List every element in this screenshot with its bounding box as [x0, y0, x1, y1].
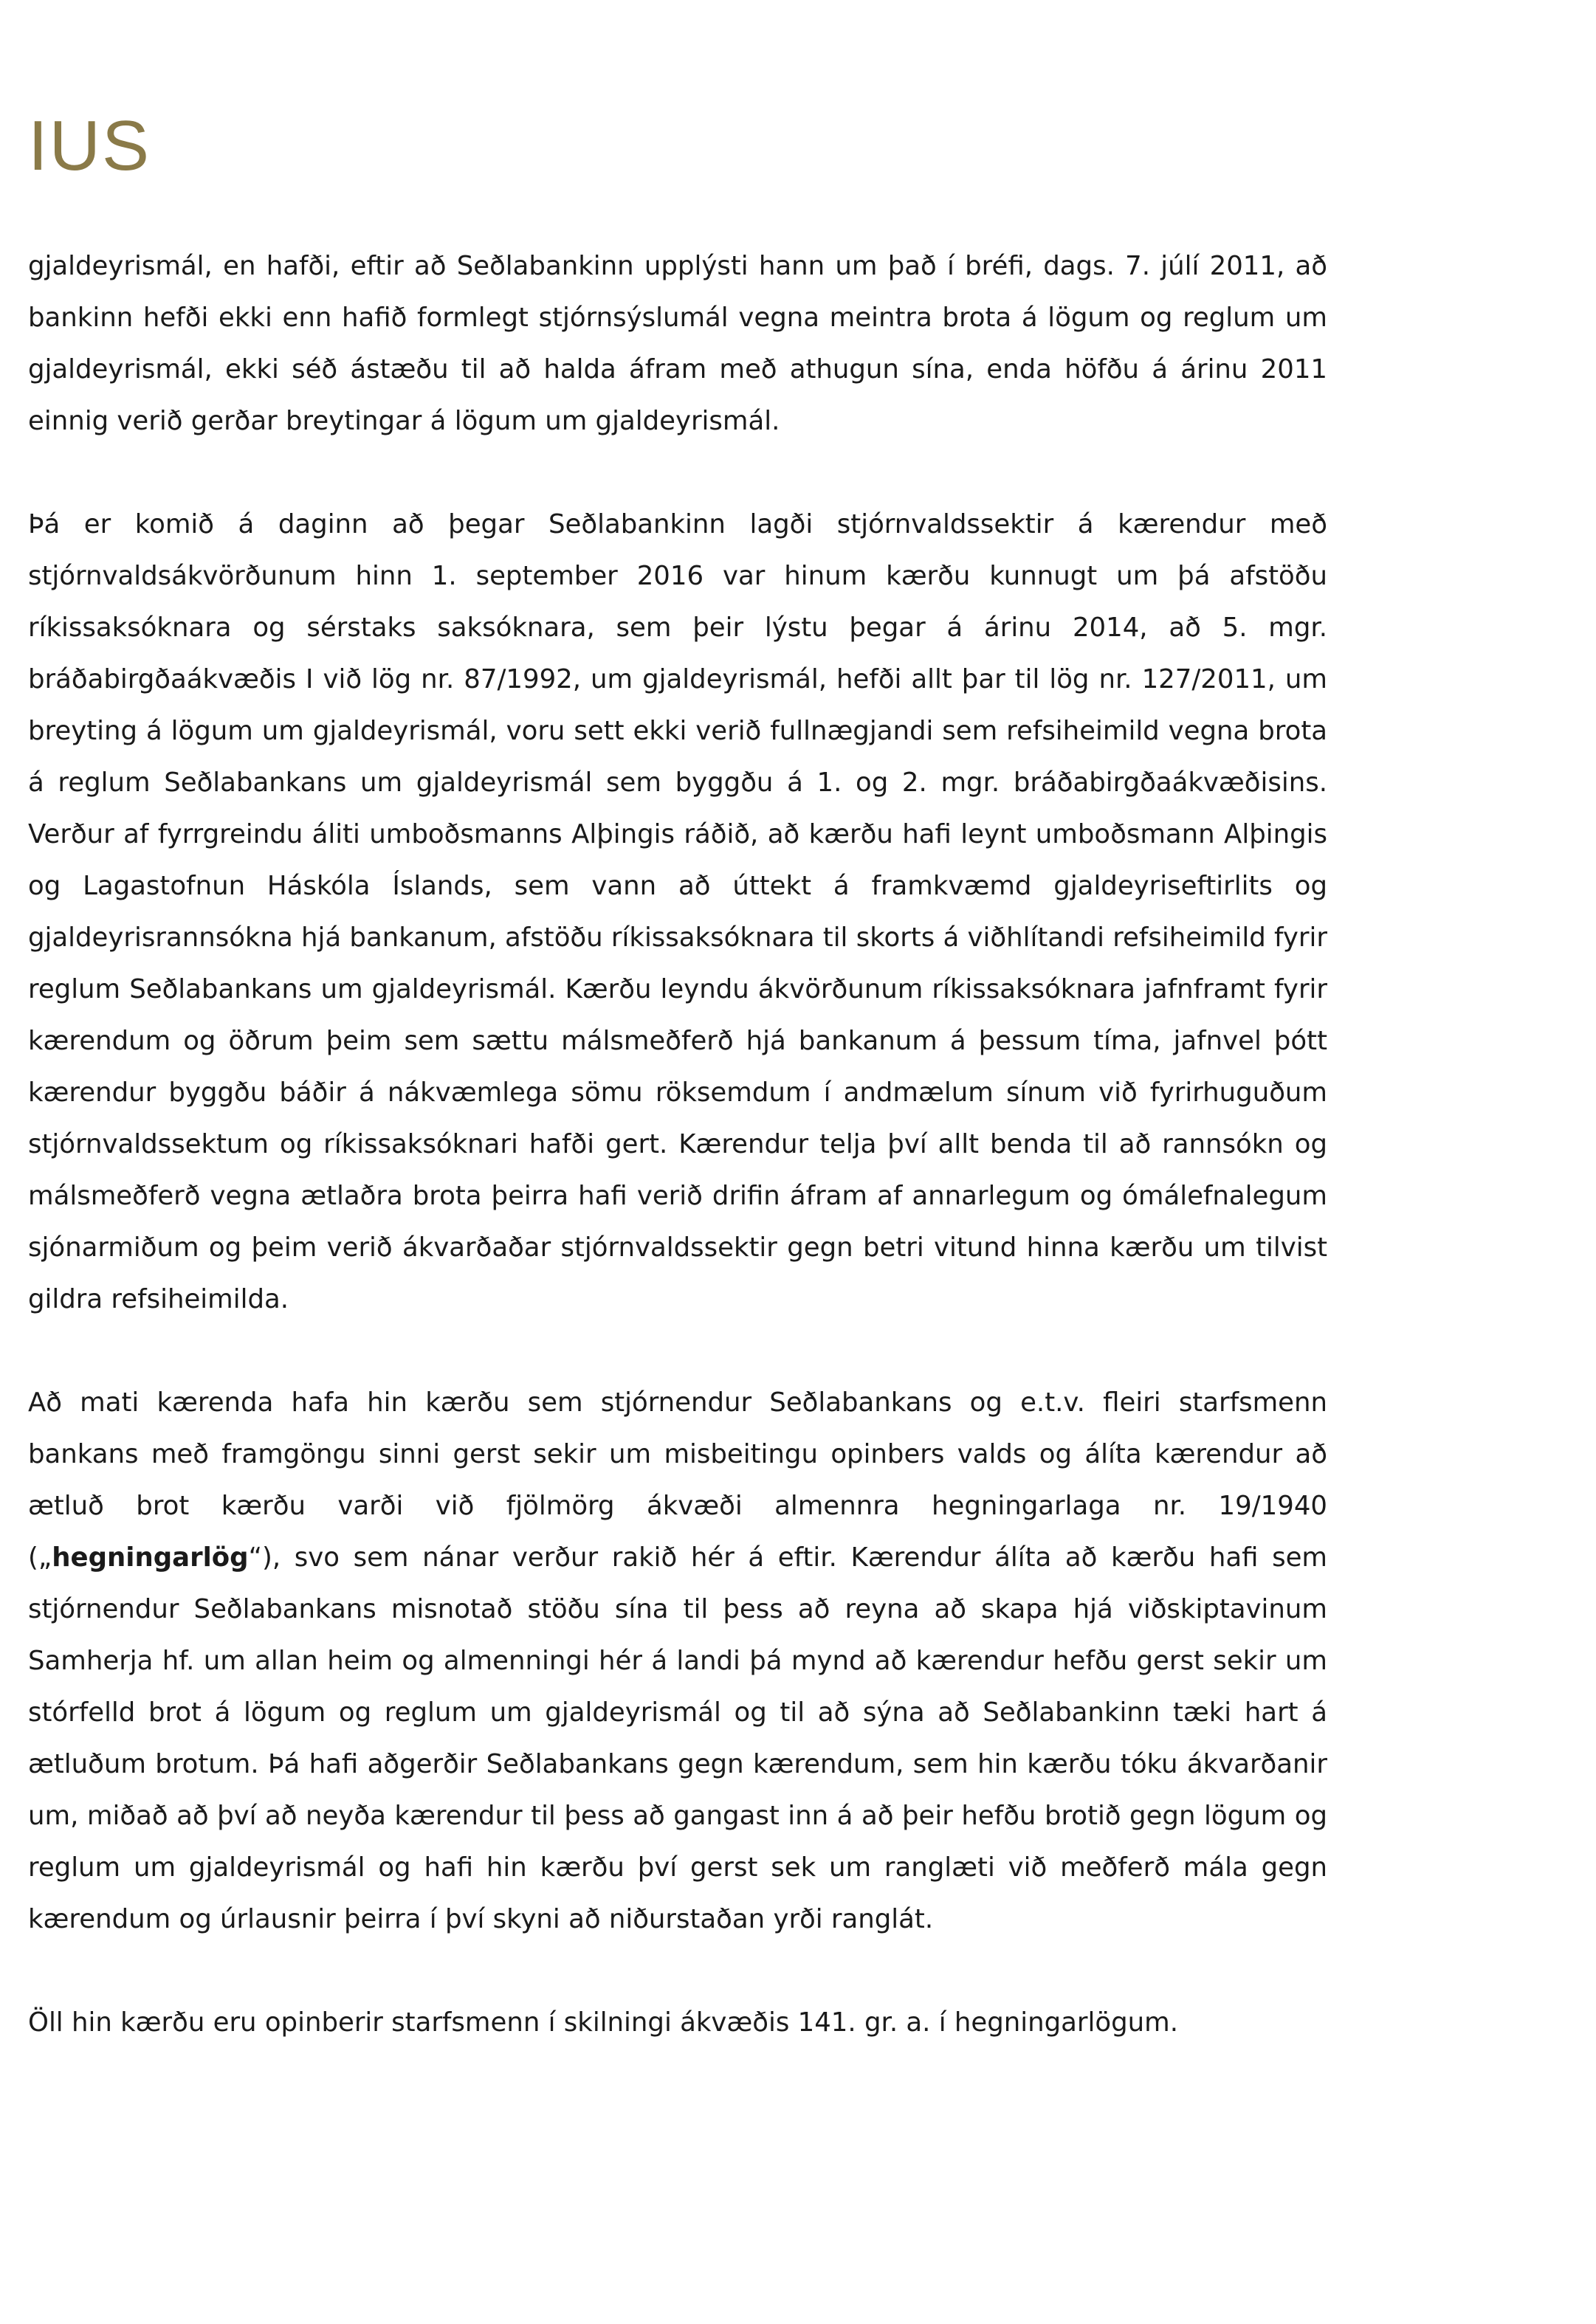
- ius-logo: IUS: [28, 106, 151, 185]
- paragraph-3-text-after: “), svo sem nánar verður rakið hér á eftir. Kærendur álíta að kærðu hafi sem stjórnendur Seðlabankans misnotað stöðu sína til þess að reyna að skapa hjá viðskiptavinum Samherja hf. um allan heim og almenningi hér á landi þá mynd að kærendur hefðu gerst sekir um stórfelld brot á lögum og reglum um gjaldeyrismál og til að sýna að Seðlabankinn tæki hart á ætluðum brotum. Þá hafi aðgerðir Seðlabankans gegn kærendum, sem hin kærðu tóku ákvarðanir um, miðað að því að neyða kærendur til þess að gangast inn á að þeir hefðu brotið gegn lögum og reglum um gjaldeyrismál og hafi hin kærðu því gerst sek um ranglæti við meðferð mála gegn kærendum og úrlausnir þeirra í því skyni að niðurstaðan yrði ranglát.: [28, 1542, 1327, 1934]
- paragraph-1: gjaldeyrismál, en hafði, eftir að Seðlabankinn upplýsti hann um það í bréfi, dags. 7. júlí 2011, að bankinn hefði ekki enn hafið formlegt stjórnsýslumál vegna meintra brota á lögum og reglum um gjaldeyrismál, ekki séð ástæðu til að halda áfram með athugun sína, enda höfðu á árinu 2011 einnig verið gerðar breytingar á lögum um gjaldeyrismál.: [28, 251, 1327, 436]
- defined-term-hegningarlog: hegningarlög: [52, 1542, 249, 1573]
- paragraph-3: [28, 1377, 1327, 1945]
- paragraph-3-text-before: Að mati kærenda hafa hin kærðu sem stjórnendur Seðlabankans og e.t.v. fleiri starfsmenn bankans með framgöngu sinni gerst sekir um misbeitingu opinbers valds og álíta kærendur að ætluð brot kærðu varði við fjölmörg ákvæði almennra hegningarlaga nr. 19/1940 („: [28, 1387, 1327, 1573]
- paragraph-4: Öll hin kærðu eru opinberir starfsmenn í skilningi ákvæðis 141. gr. a. í hegningarlögum.: [28, 2007, 1178, 2038]
- paragraph-2: Þá er komið á daginn að þegar Seðlabankinn lagði stjórnvaldssektir á kærendur með stjórnvaldsákvörðunum hinn 1. september 2016 var hinum kærðu kunnugt um þá afstöðu ríkissaksóknara og sérstaks saksóknara, sem þeir lýstu þegar á árinu 2014, að 5. mgr. bráðabirgðaákvæðis I við lög nr. 87/1992, um gjaldeyrismál, hefði allt þar til lög nr. 127/2011, um breyting á lögum um gjaldeyrismál, voru sett ekki verið fullnægjandi sem refsiheimild vegna brota á reglum Seðlabankans um gjaldeyrismál sem byggðu á 1. og 2. mgr. bráðabirgðaákvæðisins. Verður af fyrrgreindu áliti umboðsmanns Alþingis ráðið, að kærðu hafi leynt umboðsmann Alþingis og Lagastofnun Háskóla Íslands, sem vann að úttekt á framkvæmd gjaldeyriseftirlits og gjaldeyrisrannsókna hjá bankanum, afstöðu ríkissaksóknara til skorts á viðhlítandi refsiheimild fyrir reglum Seðlabankans um gjaldeyrismál. Kærðu leyndu ákvörðunum ríkissaksóknara jafnframt fyrir kærendum og öðrum þeim sem sættu málsmeðferð hjá bankanum á þessum tíma, jafnvel þótt kærendur byggðu báðir á nákvæmlega sömu röksemdum í andmælum sínum við fyrirhuguðum stjórnvaldssektum og ríkissaksóknari hafði gert. Kærendur telja því allt benda til að rannsókn og málsmeðferð vegna ætlaðra brota þeirra hafi verið drifin áfram af annarlegum og ómálefnalegum sjónarmiðum og þeim verið ákvarðaðar stjórnvaldssektir gegn betri vitund hinna kærðu um tilvist gildra refsiheimilda.: [28, 509, 1327, 1314]
- document-body: [28, 241, 1327, 2049]
